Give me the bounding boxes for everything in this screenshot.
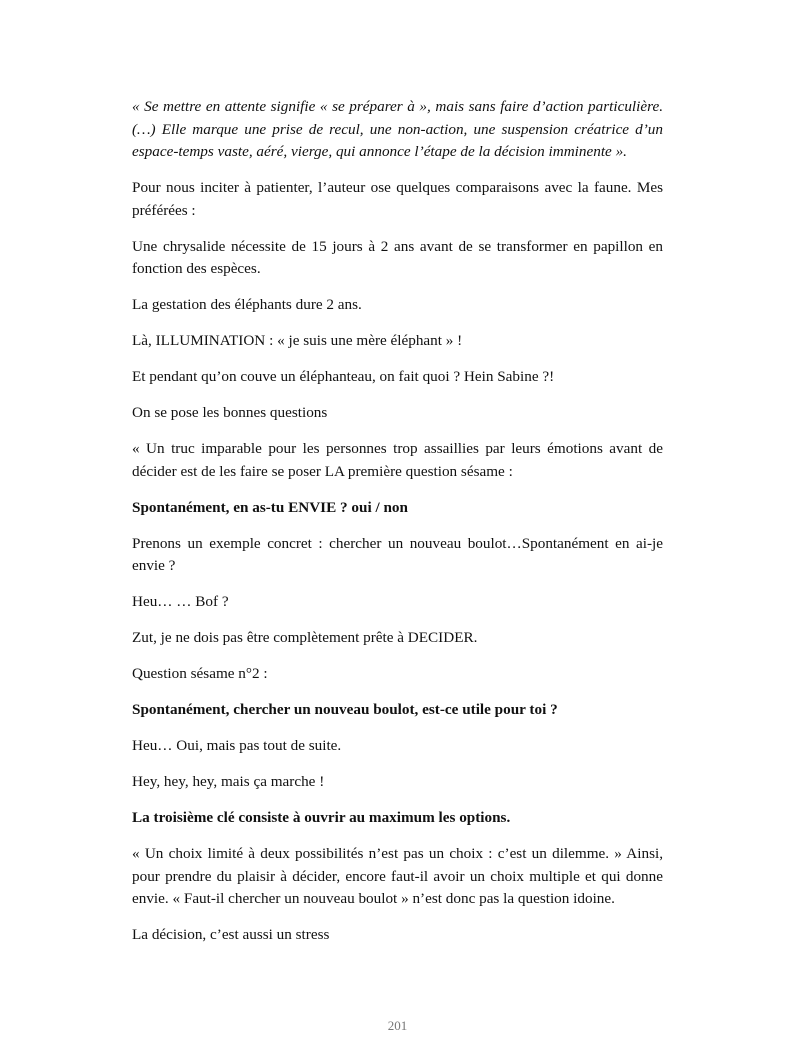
body-paragraph: On se pose les bonnes questions [132,404,328,421]
page-number: 201 [387,1018,408,1033]
quote-paragraph: « Se mettre en attente signifie « se préparer à », mais sans faire d’action particulière. (…) Elle marque une prise de recul, une non-action, une suspension créatrice d’un espace-temps vaste, aéré, vierge, qui annonce l’étape de la décision imminente ». [132,98,663,160]
body-paragraph: Une chrysalide nécessite de 15 jours à 2 ans avant de se transformer en papillon en fonction des espèces. [132,237,663,277]
body-paragraph: Heu… … Bof ? [132,593,229,610]
body-paragraph: Hey, hey, hey, mais ça marche ! [132,773,325,790]
body-paragraph: La décision, c’est aussi un stress [132,926,330,943]
body-paragraph: Et pendant qu’on couve un éléphanteau, on fait quoi ? Hein Sabine ?! [132,368,555,385]
body-paragraph: Prenons un exemple concret : chercher un nouveau boulot…Spontanément en ai-je envie ? [132,534,663,574]
body-paragraph: La gestation des éléphants dure 2 ans. [132,296,362,313]
body-paragraph: Question sésame n°2 : [132,665,268,682]
body-paragraph: « Un choix limité à deux possibilités n’est pas un choix : c’est un dilemme. » Ainsi, pour prendre du plaisir à décider, encore faut-il avoir un choix multiple et qui donne envie. « Faut-il chercher un nouveau boulot » n’est donc pas la question idoine. [132,845,663,907]
bold-question: Spontanément, chercher un nouveau boulot, est-ce utile pour toi ? [132,701,558,718]
bold-question: Spontanément, en as-tu ENVIE ? oui / non [132,498,408,516]
bold-heading: La troisième clé consiste à ouvrir au maximum les options. [132,809,511,826]
body-paragraph: Heu… Oui, mais pas tout de suite. [132,737,342,754]
page-body [132,96,663,960]
body-paragraph: Zut, je ne dois pas être complètement prête à DECIDER. [132,629,478,646]
body-paragraph: Là, ILLUMINATION : « je suis une mère éléphant » ! [132,332,463,349]
body-paragraph: Pour nous inciter à patienter, l’auteur ose quelques comparaisons avec la faune. Mes préférées : [132,179,663,219]
body-paragraph: « Un truc imparable pour les personnes trop assaillies par leurs émotions avant de décider est de les faire se poser LA première question sésame : [132,440,663,480]
